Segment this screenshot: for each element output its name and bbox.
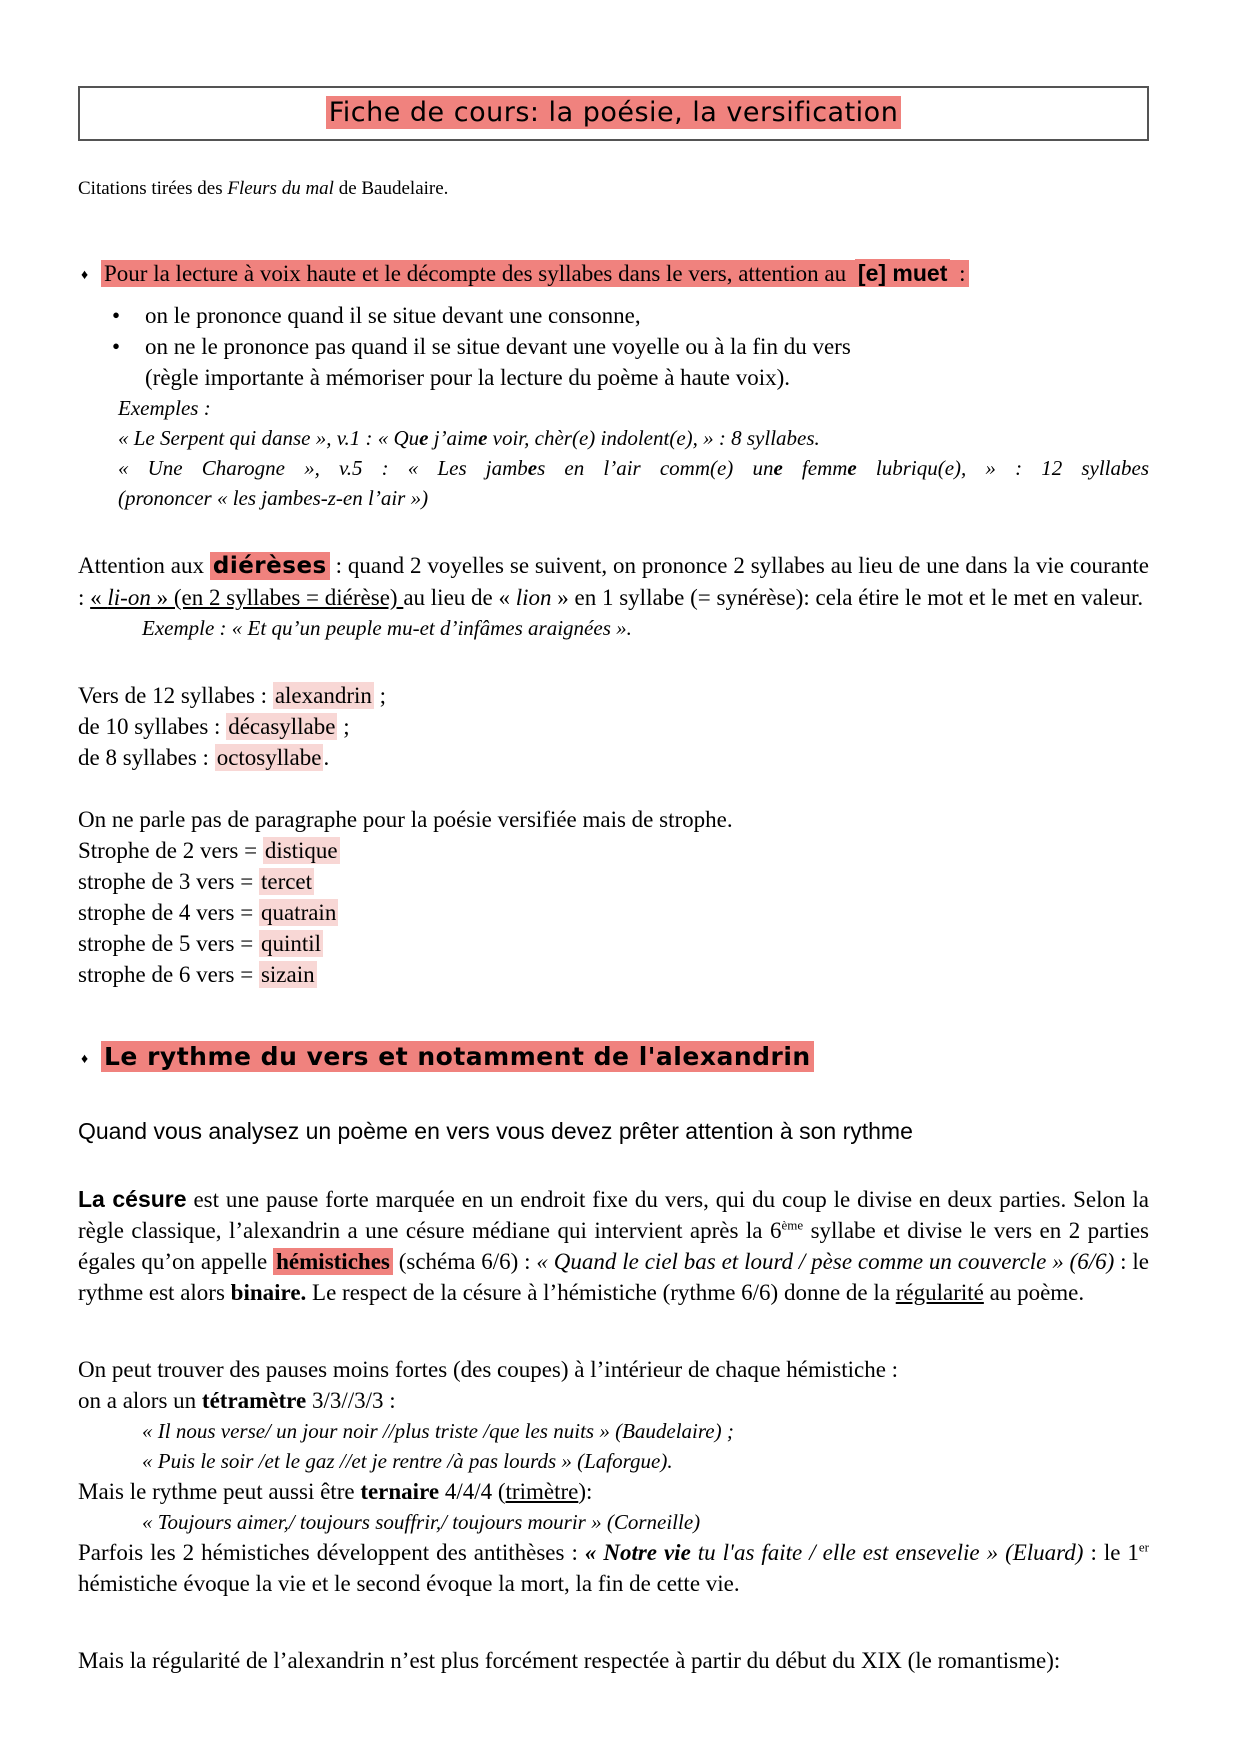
text-run: hémistiche évoque la vie et le second évoque la mort, la fin de cette vie. bbox=[78, 1571, 740, 1596]
quote-laforgue bbox=[78, 1446, 1149, 1476]
text-run: distique bbox=[264, 838, 338, 863]
text-run: octosyllabe bbox=[216, 745, 322, 770]
text-run: [e] muet bbox=[855, 259, 950, 287]
strophe-6-vers bbox=[78, 959, 1149, 990]
strophe-2-vers bbox=[78, 835, 1149, 866]
text-run: strophe de 4 vers = bbox=[78, 900, 259, 925]
text-run: : quand 2 voyelles se suivent, on prononce 2 syllabes au lieu de une dans la vie courante : bbox=[78, 553, 1149, 610]
text-run: ème bbox=[781, 1217, 804, 1233]
text-run: de 10 syllabes : bbox=[78, 714, 227, 739]
text-run: li-on bbox=[107, 585, 151, 610]
text-run: au poème. bbox=[983, 1280, 1085, 1305]
e-muet-item-voyelle-suite bbox=[78, 362, 1149, 393]
text-run: on a alors un bbox=[78, 1388, 202, 1413]
text-run: Mais la régularité de l’alexandrin n’est plus forcément respectée à partir du début du XIX (le romantisme): bbox=[78, 1648, 1061, 1673]
quote-baudelaire bbox=[78, 1416, 1149, 1446]
example-charogne bbox=[78, 453, 1149, 483]
text-run: lion bbox=[515, 585, 552, 610]
text-run: e bbox=[847, 456, 857, 480]
text-run: Strophe de 2 vers = bbox=[78, 838, 263, 863]
text-run: syllabe et divise le vers en 2 parties égales qu’on appelle bbox=[78, 1218, 1149, 1274]
section-title: Le rythme du vers et notamment de l'alexandrin bbox=[101, 1041, 814, 1072]
text-run: voir, chèr(e) indolent(e), » : 8 syllabes. bbox=[487, 426, 820, 450]
text-run: Mais le rythme peut aussi être bbox=[78, 1479, 361, 1504]
text-run: décasyllabe bbox=[228, 714, 336, 739]
strophe-5-vers bbox=[78, 928, 1149, 959]
text-run: Vers de 12 syllabes : bbox=[78, 683, 273, 708]
rythme-intro bbox=[78, 1116, 1149, 1147]
vers-12-syllabes bbox=[78, 680, 1149, 711]
text-run: régularité bbox=[895, 1280, 984, 1305]
text-run: Quand vous analysez un poème en vers vous devez prêter attention à son rythme bbox=[78, 1118, 913, 1144]
e-muet-item-voyelle bbox=[78, 331, 1149, 362]
text-run: : bbox=[950, 260, 968, 287]
diamond-bullet-icon: ♦ bbox=[81, 268, 89, 283]
rythme-heading bbox=[78, 1036, 1149, 1079]
page-title: Fiche de cours: la poésie, la versification bbox=[326, 96, 902, 129]
text-run: On ne parle pas de paragraphe pour la poésie versifiée mais de strophe. bbox=[78, 807, 733, 832]
text-run: de 8 syllabes : bbox=[78, 745, 215, 770]
text-run: au lieu de « bbox=[403, 585, 516, 610]
text-run: e bbox=[419, 426, 429, 450]
text-run: de Baudelaire. bbox=[333, 178, 449, 199]
example-prononcer bbox=[78, 483, 1149, 513]
romantisme-paragraph bbox=[78, 1645, 1149, 1676]
e-muet-item-consonne bbox=[78, 300, 1149, 331]
text-run: « bbox=[90, 585, 108, 610]
text-run: « Une Charogne », v.5 : « Les jamb bbox=[118, 456, 528, 480]
text-run: : le rythme est alors bbox=[78, 1249, 1149, 1305]
text-run: ternaire bbox=[360, 1479, 440, 1504]
vers-8-syllabes bbox=[78, 742, 1149, 773]
text-run: s en l’air comm(e) un bbox=[537, 456, 774, 480]
dierese-example bbox=[78, 613, 1149, 643]
text-run: ): bbox=[578, 1479, 593, 1504]
e-muet-heading bbox=[78, 257, 1149, 290]
text-run: lubriqu(e), » : 12 syllabes bbox=[856, 456, 1149, 480]
text-run: « Quand le ciel bas et lourd / pèse comme un couvercle » (6/6) bbox=[536, 1249, 1115, 1274]
dierese-paragraph bbox=[78, 550, 1149, 613]
text-run: 3/3//3/3 : bbox=[306, 1388, 396, 1413]
text-run: (prononcer « les jambes-z-en l’air ») bbox=[118, 486, 429, 510]
title-box bbox=[78, 86, 1149, 141]
text-run: Citations tirées des bbox=[78, 178, 228, 199]
text-run: tu l'as faite / elle est ensevelie » (Eluard) bbox=[690, 1540, 1084, 1565]
text-run: ; bbox=[373, 683, 387, 708]
text-run: Parfois les 2 hémistiches développent des antithèses : bbox=[78, 1540, 585, 1565]
text-run: Fleurs du mal bbox=[227, 178, 334, 199]
text-run: femm bbox=[782, 456, 848, 480]
vers-10-syllabes bbox=[78, 711, 1149, 742]
text-run: Le respect de la césure à l’hémistiche (rythme 6/6) donne de la bbox=[306, 1280, 896, 1305]
cesure-paragraph bbox=[78, 1184, 1149, 1308]
text-run: On peut trouver des pauses moins fortes (des coupes) à l’intérieur de chaque hémistiche : bbox=[78, 1357, 899, 1382]
example-serpent bbox=[78, 423, 1149, 453]
strophe-4-vers bbox=[78, 897, 1149, 928]
strophe-intro bbox=[78, 804, 1149, 835]
text-run: Pour la lecture à voix haute et le décompte des syllabes dans le vers, attention au bbox=[101, 260, 855, 287]
text-run: hémistiches bbox=[273, 1248, 393, 1275]
text-run: on ne le prononce pas quand il se situe devant une voyelle ou à la fin du vers bbox=[145, 334, 851, 359]
text-run: strophe de 5 vers = bbox=[78, 931, 259, 956]
text-run: ; bbox=[337, 714, 350, 739]
text-run: diérèses bbox=[210, 552, 330, 580]
text-run: . bbox=[323, 745, 330, 770]
text-run: « Toujours aimer,/ toujours souffrir,/ toujours mourir » (Corneille) bbox=[142, 1510, 701, 1534]
text-run: alexandrin bbox=[274, 683, 372, 708]
text-run: quintil bbox=[260, 931, 322, 956]
text-run: trimètre bbox=[505, 1479, 579, 1504]
quote-corneille bbox=[78, 1507, 1149, 1537]
diamond-bullet-icon: ♦ bbox=[81, 1052, 89, 1067]
text-run: j’aim bbox=[428, 426, 479, 450]
examples-label bbox=[78, 393, 1149, 423]
text-run: (règle importante à mémoriser pour la lecture du poème à haute voix). bbox=[145, 365, 791, 390]
trimetre-line bbox=[78, 1476, 1149, 1507]
text-run: « Le Serpent qui danse », v.1 : « Qu bbox=[118, 426, 420, 450]
text-run: est une pause forte marquée en un endroit fixe du vers, qui du coup le divise en deux parties. Selon la règle classique, l’alexandrin a une césure médiane qui intervient après la 6 bbox=[78, 1187, 1150, 1243]
coupes-intro bbox=[78, 1354, 1149, 1385]
round-bullet-icon: • bbox=[112, 334, 121, 359]
text-run: tercet bbox=[260, 869, 313, 894]
text-run: Exemple : « Et qu’un peuple mu-et d’infâmes araignées ». bbox=[142, 616, 632, 640]
strophe-3-vers bbox=[78, 866, 1149, 897]
text-run: tétramètre bbox=[201, 1388, 307, 1413]
text-run: : le 1 bbox=[1083, 1540, 1139, 1565]
text-run: e bbox=[478, 426, 488, 450]
text-run: er bbox=[1138, 1539, 1150, 1555]
text-run: quatrain bbox=[260, 900, 337, 925]
text-run: 4/4/4 ( bbox=[439, 1479, 506, 1504]
round-bullet-icon: • bbox=[112, 303, 121, 328]
text-run: (schéma 6/6) : bbox=[392, 1249, 537, 1274]
text-run: » (en 2 syllabes = diérèse) bbox=[150, 585, 404, 610]
text-run: » en 1 syllabe (= synérèse): cela étire le mot et le met en valeur. bbox=[551, 585, 1144, 610]
text-run: binaire. bbox=[230, 1280, 307, 1305]
citation-note bbox=[78, 177, 1149, 201]
text-run: strophe de 3 vers = bbox=[78, 869, 259, 894]
text-run: « Puis le soir /et le gaz //et je rentre /à pas lourds » (Laforgue). bbox=[142, 1449, 673, 1473]
text-run: sizain bbox=[260, 962, 315, 987]
text-run: Attention aux bbox=[78, 553, 210, 578]
tetrametre-line bbox=[78, 1385, 1149, 1416]
text-run: Exemples : bbox=[118, 396, 211, 420]
text-run: La césure bbox=[78, 1186, 187, 1212]
text-run: « Notre vie bbox=[584, 1540, 691, 1565]
text-run: e bbox=[527, 456, 538, 480]
antitheses-paragraph bbox=[78, 1537, 1149, 1599]
text-run: on le prononce quand il se situe devant une consonne, bbox=[145, 303, 641, 328]
text-run: e bbox=[773, 456, 783, 480]
text-run: « Il nous verse/ un jour noir //plus triste /que les nuits » (Baudelaire) ; bbox=[142, 1419, 734, 1443]
text-run: strophe de 6 vers = bbox=[78, 962, 259, 987]
